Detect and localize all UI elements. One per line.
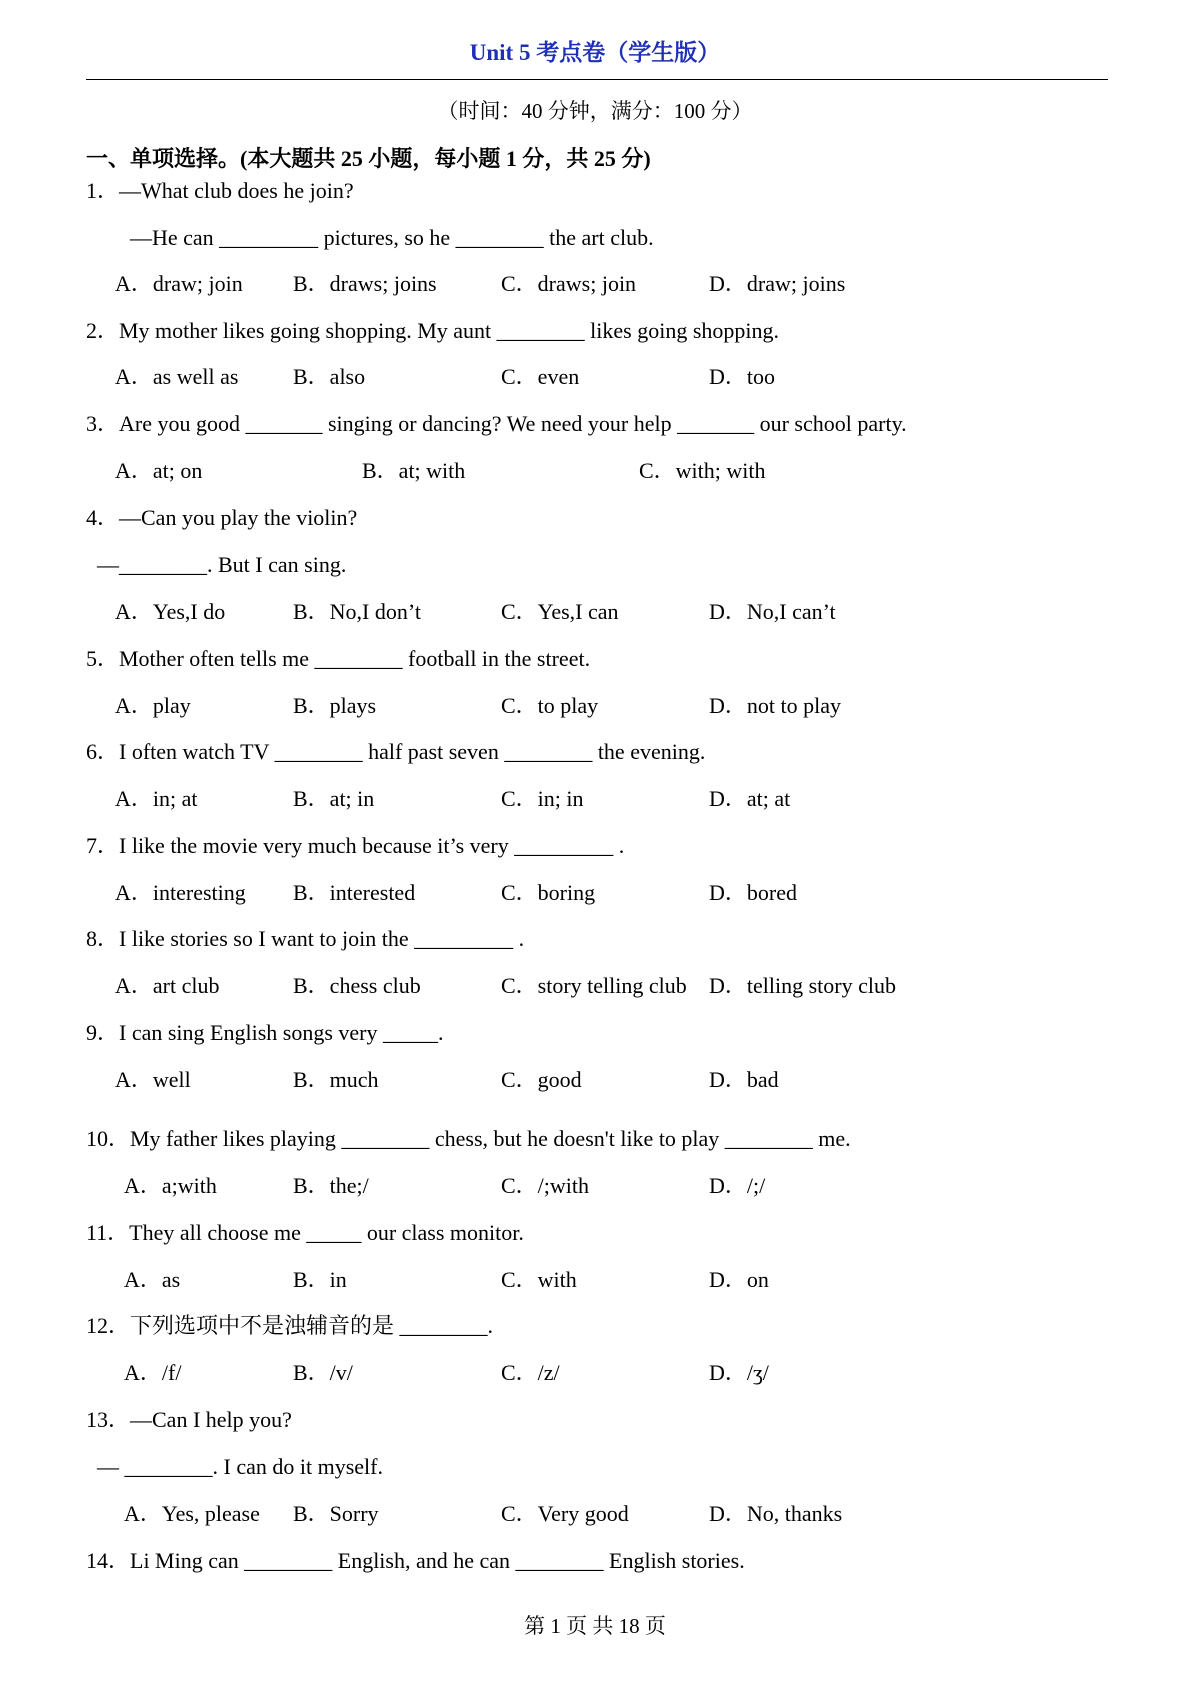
question-10-option-a[interactable]: A．a;with [124, 1173, 217, 1198]
question-12-option-a[interactable]: A．/f/ [124, 1360, 182, 1385]
question-6-stem: 6．I often watch TV ________ half past seven ________ the evening. [86, 739, 706, 764]
question-13-option-b[interactable]: B．Sorry [293, 1501, 379, 1526]
question-2-option-d[interactable]: D．too [709, 364, 776, 389]
question-2-option-a[interactable]: A．as well as [115, 364, 239, 389]
section-title: 一、单项选择。(本大题共 25 小题，每小题 1 分，共 25 分) [86, 146, 651, 171]
question-7-option-c[interactable]: C．boring [501, 880, 596, 905]
question-13-option-d[interactable]: D．No, thanks [709, 1501, 843, 1526]
question-11-option-b[interactable]: B．in [293, 1267, 347, 1292]
question-1-option-a[interactable]: A．draw; join [115, 271, 243, 296]
question-8-stem: 8．I like stories so I want to join the _________ . [86, 926, 525, 951]
question-7-stem: 7．I like the movie very much because it’s very _________ . [86, 833, 625, 858]
question-9-option-d[interactable]: D．bad [709, 1067, 779, 1092]
question-7-option-b[interactable]: B．interested [293, 880, 416, 905]
question-2-option-b[interactable]: B．also [293, 364, 366, 389]
question-8-option-c[interactable]: C．story telling club [501, 973, 687, 998]
question-4-option-a[interactable]: A．Yes,I do [115, 599, 226, 624]
question-4-option-b[interactable]: B．No,I don’t [293, 599, 421, 624]
question-1-option-d[interactable]: D．draw; joins [709, 271, 846, 296]
question-9-stem: 9．I can sing English songs very _____. [86, 1020, 444, 1045]
question-6-option-b[interactable]: B．at; in [293, 786, 375, 811]
question-12-option-d[interactable]: D．/ʒ/ [709, 1360, 769, 1385]
question-3-option-a[interactable]: A．at; on [115, 458, 203, 483]
question-8-option-b[interactable]: B．chess club [293, 973, 421, 998]
question-11-option-a[interactable]: A．as [124, 1267, 181, 1292]
question-12-option-b[interactable]: B．/v/ [293, 1360, 353, 1385]
question-5-option-c[interactable]: C．to play [501, 693, 599, 718]
question-13-stem: 13．—Can I help you? [86, 1407, 292, 1432]
question-2-stem: 2．My mother likes going shopping. My aunt ________ likes going shopping. [86, 318, 779, 343]
question-4-reply: —________. But I can sing. [97, 552, 347, 577]
question-12-option-c[interactable]: C．/z/ [501, 1360, 560, 1385]
question-8-option-d[interactable]: D．telling story club [709, 973, 896, 998]
question-13-option-a[interactable]: A．Yes, please [124, 1501, 260, 1526]
question-1-reply: —He can _________ pictures, so he ________ the art club. [130, 225, 654, 250]
question-4-stem: 4．—Can you play the violin? [86, 505, 358, 530]
question-3-option-b[interactable]: B．at; with [362, 458, 466, 483]
page-footer: 第 1 页 共 18 页 [524, 1614, 666, 1638]
question-10-option-c[interactable]: C．/;with [501, 1173, 590, 1198]
question-5-option-b[interactable]: B．plays [293, 693, 377, 718]
question-3-stem: 3．Are you good _______ singing or dancing? We need your help _______ our school party. [86, 411, 907, 436]
question-7-option-d[interactable]: D．bored [709, 880, 797, 905]
question-5-option-a[interactable]: A．play [115, 693, 191, 718]
question-9-option-c[interactable]: C．good [501, 1067, 582, 1092]
question-7-option-a[interactable]: A．interesting [115, 880, 246, 905]
question-11-stem: 11．They all choose me _____ our class monitor. [86, 1220, 524, 1245]
question-9-option-b[interactable]: B．much [293, 1067, 379, 1092]
question-13-option-c[interactable]: C．Very good [501, 1501, 629, 1526]
question-5-stem: 5．Mother often tells me ________ football in the street. [86, 646, 591, 671]
question-11-option-c[interactable]: C．with [501, 1267, 577, 1292]
question-5-option-d[interactable]: D．not to play [709, 693, 841, 718]
question-10-stem: 10．My father likes playing ________ chess, but he doesn't like to play ________ me. [86, 1126, 851, 1151]
exam-time-score: （时间：40 分钟，满分：100 分） [437, 99, 753, 123]
question-10-option-b[interactable]: B．the;/ [293, 1173, 369, 1198]
question-4-option-d[interactable]: D．No,I can’t [709, 599, 836, 624]
question-4-option-c[interactable]: C．Yes,I can [501, 599, 619, 624]
question-10-option-d[interactable]: D．/;/ [709, 1173, 766, 1198]
question-12-stem: 12．下列选项中不是浊辅音的是 ________. [86, 1313, 494, 1338]
question-14-stem: 14．Li Ming can ________ English, and he can ________ English stories. [86, 1548, 745, 1573]
question-6-option-a[interactable]: A．in; at [115, 786, 198, 811]
question-6-option-d[interactable]: D．at; at [709, 786, 791, 811]
question-3-option-c[interactable]: C．with; with [639, 458, 766, 483]
question-1-stem: 1．—What club does he join? [86, 178, 354, 203]
page-title: Unit 5 考点卷（学生版） [469, 40, 721, 65]
header-divider [86, 79, 1108, 80]
question-11-option-d[interactable]: D．on [709, 1267, 769, 1292]
question-1-option-b[interactable]: B．draws; joins [293, 271, 437, 296]
question-2-option-c[interactable]: C．even [501, 364, 580, 389]
question-13-reply: — ________. I can do it myself. [97, 1454, 383, 1479]
question-1-option-c[interactable]: C．draws; join [501, 271, 637, 296]
question-9-option-a[interactable]: A．well [115, 1067, 191, 1092]
question-8-option-a[interactable]: A．art club [115, 973, 220, 998]
question-6-option-c[interactable]: C．in; in [501, 786, 584, 811]
